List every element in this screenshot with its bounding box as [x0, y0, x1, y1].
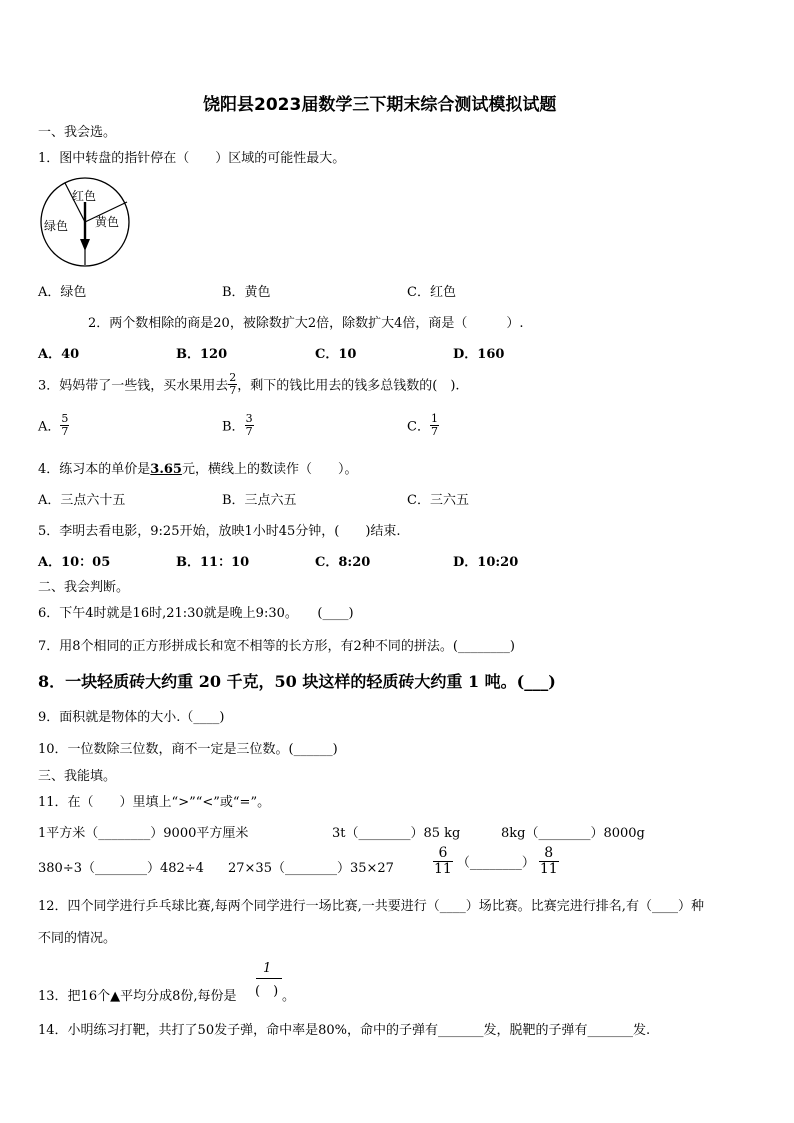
question-11: 11．在（ ）里填上“>”“<”或“=”。	[38, 795, 271, 810]
q11-left-numerator: 6	[433, 846, 453, 862]
q3-option-a[interactable]	[38, 413, 69, 437]
spinner-label-yellow: 黄色	[95, 215, 120, 229]
q4-option-b[interactable]: B．三点六五	[222, 493, 297, 508]
question-9[interactable]: 9．面积就是物体的大小.（____)	[38, 710, 225, 725]
q11-fraction-left	[433, 846, 453, 876]
q4-option-a[interactable]: A．三点六十五	[38, 493, 126, 508]
question-14[interactable]: 14．小明练习打靶，共打了50发子弹，命中率是80%，命中的子弹有_______发，脱靶的子弹有_______发.	[38, 1023, 651, 1038]
q3-fraction-denominator: 7	[229, 383, 237, 397]
question-2: 2．两个数相除的商是20，被除数扩大2倍，除数扩大4倍，商是（ ）.	[88, 316, 524, 331]
question-8[interactable]: 8．一块轻质砖大约重 20 千克，50 块这样的轻质砖大约重 1 吨。(___)	[38, 672, 556, 691]
q5-option-c[interactable]: C．8:20	[315, 555, 371, 570]
q1-option-b[interactable]: B．黄色	[222, 285, 271, 300]
q2-option-a[interactable]: A．40	[38, 347, 80, 362]
q4-option-c[interactable]: C．三六五	[407, 493, 469, 508]
q3-option-c-numerator: 1	[430, 412, 438, 425]
q3-option-b-denominator: 7	[245, 424, 253, 438]
q2-option-d[interactable]: D．160	[453, 347, 505, 362]
q1-option-a[interactable]: A．绿色	[38, 285, 87, 300]
section-heading-2: 二、我会判断。	[38, 580, 130, 595]
q11-item-1[interactable]: 1平方米（________）9000平方厘米	[38, 826, 249, 841]
q3-option-c-label: C．	[407, 419, 430, 435]
q13-numerator: 1	[263, 961, 272, 976]
q5-option-a[interactable]: A．10：05	[38, 555, 111, 570]
question-1: 1．图中转盘的指针停在（ ）区域的可能性最大。	[38, 151, 346, 166]
q5-option-b[interactable]: B．11：10	[176, 555, 250, 570]
q11-right-numerator: 8	[539, 846, 559, 862]
q4-text-post: 元，横线上的数读作（ ）。	[181, 462, 358, 477]
q3-option-b-fraction	[245, 413, 254, 437]
q11-item-6[interactable]	[433, 846, 559, 876]
section-heading-1: 一、我会选。	[38, 125, 117, 140]
q4-text-pre: 4．练习本的单价是	[38, 462, 151, 477]
q1-option-c[interactable]: C．红色	[407, 285, 456, 300]
q11-item-5[interactable]: 27×35（________）35×27	[228, 861, 394, 876]
question-4	[38, 458, 357, 477]
page-title: 饶阳县2023届数学三下期末综合测试模拟试题	[203, 95, 557, 115]
q3-fraction	[228, 372, 237, 396]
q2-option-c[interactable]: C．10	[315, 347, 357, 362]
q3-option-c-denominator: 7	[430, 424, 438, 438]
spinner-label-green: 绿色	[44, 219, 69, 233]
q3-option-b[interactable]	[222, 413, 254, 437]
q3-option-b-numerator: 3	[245, 412, 253, 425]
question-6[interactable]: 6．下午4时就是16时,21:30就是晚上9:30。 (____)	[38, 606, 354, 621]
spinner-label-red: 红色	[72, 189, 97, 203]
q11-fraction-blank: （________）	[456, 855, 535, 871]
q13-text-post: 。	[282, 989, 296, 1004]
q11-item-3[interactable]: 8kg（________）8000g	[501, 826, 645, 841]
question-12-line-2: 不同的情况。	[38, 931, 117, 946]
q3-option-c[interactable]	[407, 413, 439, 437]
q11-left-denominator: 11	[434, 860, 452, 877]
spinner-diagram	[38, 175, 132, 269]
q11-item-4[interactable]: 380÷3（________）482÷4	[38, 861, 204, 876]
q3-option-b-label: B．	[222, 419, 245, 435]
question-12-line-1[interactable]: 12．四个同学进行乒乓球比赛,每两个同学进行一场比赛,一共要进行（____）场比赛。比赛完进行排名,有（____）种	[38, 899, 704, 914]
q3-option-a-denominator: 7	[61, 424, 69, 438]
pointer-arrowhead-icon	[80, 239, 90, 251]
section-heading-3: 三、我能填。	[38, 769, 117, 784]
question-3	[38, 372, 460, 396]
q11-right-denominator: 11	[539, 860, 558, 877]
q4-price: 3.65	[150, 462, 182, 477]
q11-fraction-right	[539, 846, 559, 876]
q3-text-pre: 3．妈妈带了一些钱，买水果用去	[38, 378, 229, 394]
q13-denominator[interactable]: ( )	[255, 984, 279, 999]
q3-option-a-fraction	[60, 413, 69, 437]
q3-fraction-numerator: 2	[229, 371, 237, 384]
q2-option-b[interactable]: B．120	[176, 347, 228, 362]
q13-fraction-bar	[256, 978, 282, 979]
q3-option-c-fraction	[430, 413, 439, 437]
q3-option-a-label: A．	[38, 419, 61, 435]
question-10[interactable]: 10．一位数除三位数，商不一定是三位数。(______)	[38, 742, 338, 757]
q11-item-2[interactable]: 3t（________）85 kg	[332, 826, 461, 841]
q3-text-post: ，剩下的钱比用去的钱多总钱数的( ).	[237, 378, 460, 394]
q3-option-a-numerator: 5	[61, 412, 69, 425]
question-7[interactable]: 7．用8个相同的正方形拼成长和宽不相等的长方形，有2种不同的拼法。(________)	[38, 639, 515, 654]
q5-option-d[interactable]: D．10:20	[453, 555, 519, 570]
question-13: 13．把16个▲平均分成8份,每份是	[38, 989, 237, 1004]
question-5: 5．李明去看电影，9:25开始，放映1小时45分钟，( )结束.	[38, 524, 401, 539]
